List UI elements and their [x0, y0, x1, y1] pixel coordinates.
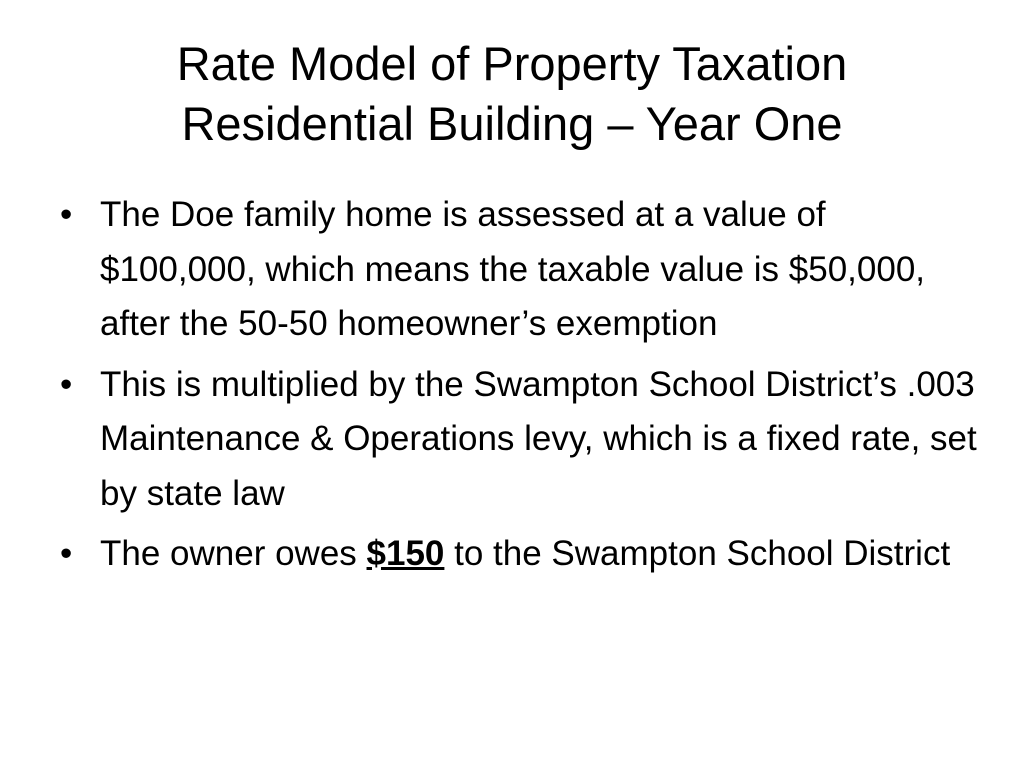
bullet-dot-icon: •: [60, 195, 73, 234]
slide-title: [0, 34, 1024, 154]
bullet-text: The Doe family home is assessed at a value of $100,000, which means the taxable value is $50,000, after the 50-50 homeowner’s exemption: [100, 195, 926, 343]
bullet-item-amount-owed: [58, 527, 978, 582]
bullet-text-before: The owner owes: [100, 534, 367, 573]
amount-owed: $150: [366, 534, 445, 573]
bullet-text-after: to the Swampton School District: [444, 534, 951, 573]
bullet-item-assessment: [58, 188, 978, 352]
bullet-list: [58, 188, 978, 588]
title-line-2: Residential Building – Year One: [181, 97, 843, 150]
bullet-item-levy: [58, 358, 978, 522]
bullet-dot-icon: •: [60, 364, 73, 404]
bullet-dot-icon: •: [60, 534, 73, 573]
title-line-1: Rate Model of Property Taxation: [176, 37, 848, 90]
bullet-text: This is multiplied by the Swampton School District’s .003 Maintenance & Operations levy, which is a fixed rate, set by state law: [100, 364, 977, 513]
